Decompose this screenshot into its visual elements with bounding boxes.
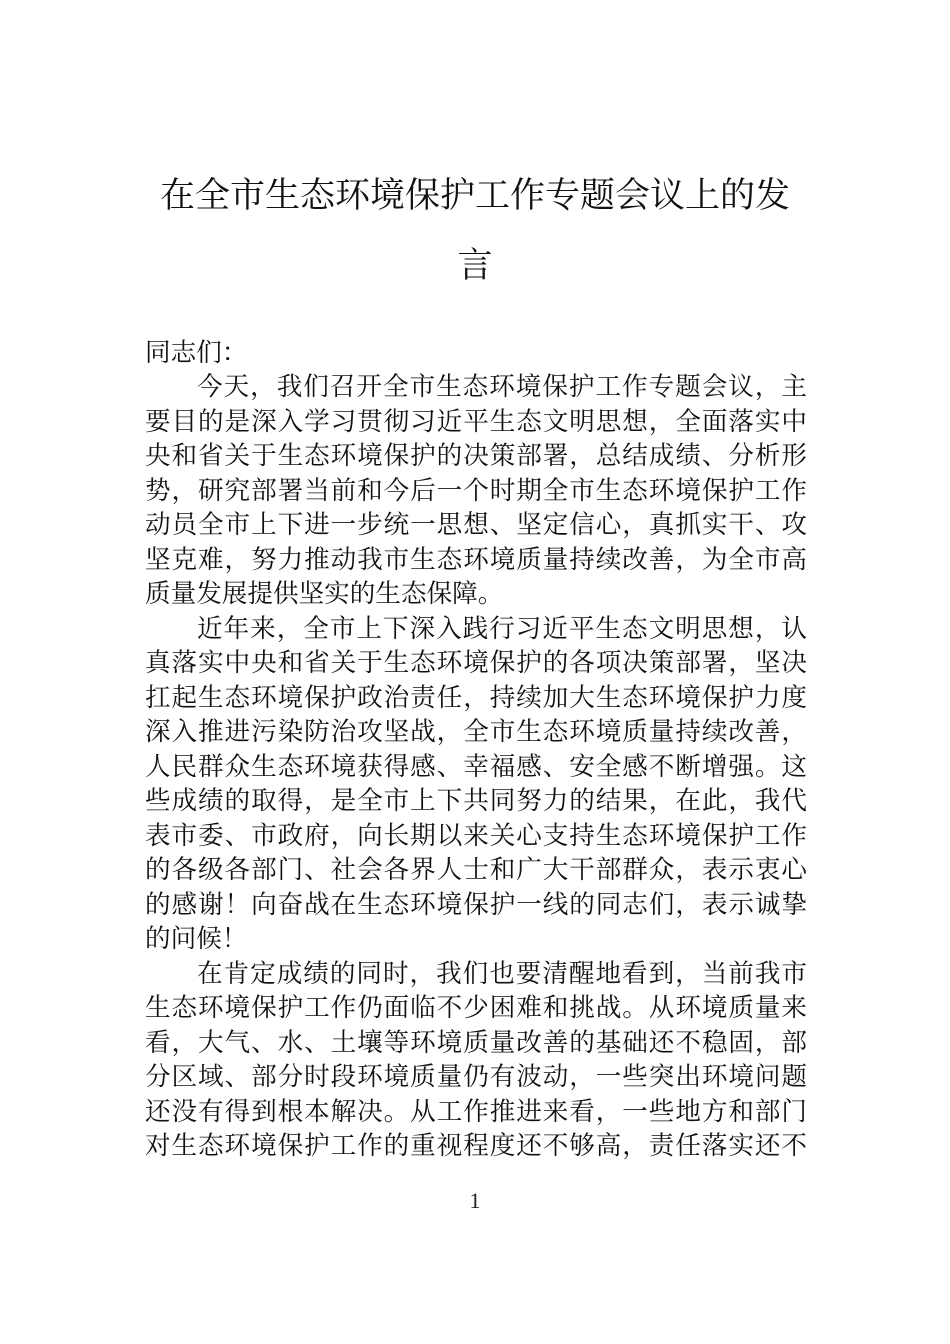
paragraph-2-line: 的感谢！向奋战在生态环境保护一线的同志们，表示诚挚 (145, 890, 807, 920)
page-number: 1 (469, 1188, 481, 1213)
paragraph-2-line: 表市委、市政府，向长期以来关心支持生态环境保护工作 (145, 821, 807, 851)
paragraph-3-line: 看，大气、水、土壤等环境质量改善的基础还不稳固，部 (145, 1028, 807, 1058)
paragraph-3-line: 在肯定成绩的同时，我们也要清醒地看到，当前我市 (197, 959, 807, 989)
paragraph-1-line: 央和省关于生态环境保护的决策部署，总结成绩、分析形 (145, 441, 807, 471)
paragraph-3-line: 对生态环境保护工作的重视程度还不够高，责任落实还不 (145, 1131, 807, 1161)
title-line-2: 言 (457, 246, 493, 286)
paragraph-2-line: 扛起生态环境保护政治责任，持续加大生态环境保护力度 (145, 683, 807, 713)
paragraph-2-line: 近年来，全市上下深入践行习近平生态文明思想，认 (197, 614, 807, 644)
paragraph-3-line: 还没有得到根本解决。从工作推进来看，一些地方和部门 (145, 1097, 807, 1127)
paragraph-2-line: 些成绩的取得，是全市上下共同努力的结果，在此，我代 (145, 786, 807, 816)
paragraph-2-line: 的问候！ (145, 924, 248, 954)
paragraph-2-line: 的各级各部门、社会各界人士和广大干部群众，表示衷心 (145, 855, 807, 885)
paragraph-2-line: 人民群众生态环境获得感、幸福感、安全感不断增强。这 (145, 752, 807, 782)
paragraph-1-line: 今天，我们召开全市生态环境保护工作专题会议，主 (197, 372, 807, 402)
paragraph-1-line: 质量发展提供坚实的生态保障。 (145, 579, 504, 609)
salutation: 同志们： (145, 338, 248, 368)
paragraph-2-line: 真落实中央和省关于生态环境保护的各项决策部署，坚决 (145, 648, 807, 678)
paragraph-1-line: 势，研究部署当前和今后一个时期全市生态环境保护工作 (145, 476, 807, 506)
paragraph-1-line: 动员全市上下进一步统一思想、坚定信心，真抓实干、攻 (145, 510, 807, 540)
paragraph-1-line: 坚克难，努力推动我市生态环境质量持续改善，为全市高 (145, 545, 807, 575)
paragraph-3-line: 分区域、部分时段环境质量仍有波动，一些突出环境问题 (145, 1062, 807, 1092)
paragraph-2-line: 深入推进污染防治攻坚战，全市生态环境质量持续改善， (145, 717, 807, 747)
title-line-1: 在全市生态环境保护工作专题会议上的发 (159, 176, 790, 216)
paragraph-3-line: 生态环境保护工作仍面临不少困难和挑战。从环境质量来 (145, 993, 807, 1023)
paragraph-1-line: 要目的是深入学习贯彻习近平生态文明思想，全面落实中 (145, 407, 807, 437)
